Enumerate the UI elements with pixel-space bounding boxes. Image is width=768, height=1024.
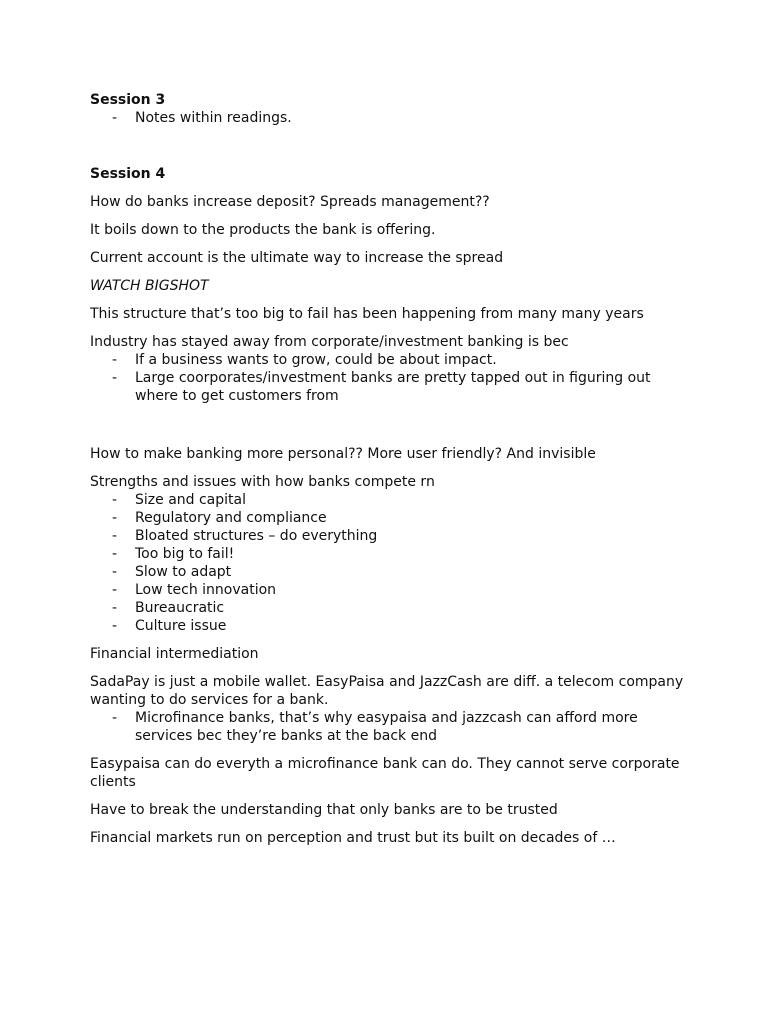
dash-bullet: - — [112, 600, 118, 616]
session-3-list — [90, 109, 690, 127]
list-item: - Regulatory and compliance — [112, 510, 327, 526]
paragraph-italic: WATCH BIGSHOT — [90, 278, 209, 294]
dash-bullet: - — [112, 110, 118, 126]
list-item: - Large coorporates/investment banks are pretty tapped out in figuring out where to get customers from — [112, 370, 651, 404]
list-item: - Size and capital — [112, 492, 246, 508]
strengths-issues-list — [90, 491, 690, 635]
list-item: - Microfinance banks, that’s why easypaisa and jazzcash can afford more services bec they’re banks at the back end — [112, 710, 638, 744]
dash-bullet: - — [112, 582, 118, 598]
dash-bullet: - — [112, 618, 118, 634]
list-item: - Too big to fail! — [112, 546, 235, 562]
paragraph: SadaPay is just a mobile wallet. EasyPaisa and JazzCash are diff. a telecom company wanting to do services for a bank. — [90, 674, 684, 708]
dash-bullet: - — [112, 710, 118, 726]
paragraph: Strengths and issues with how banks compete rn — [90, 474, 435, 490]
industry-reasons-list — [90, 351, 690, 405]
dash-bullet: - — [112, 492, 118, 508]
dash-bullet: - — [112, 564, 118, 580]
paragraph: Have to break the understanding that only banks are to be trusted — [90, 802, 558, 818]
dash-bullet: - — [112, 510, 118, 526]
dash-bullet: - — [112, 546, 118, 562]
paragraph: How do banks increase deposit? Spreads management?? — [90, 194, 490, 210]
list-item: - Bloated structures – do everything — [112, 528, 378, 544]
dash-bullet: - — [112, 528, 118, 544]
list-item: - Notes within readings. — [112, 110, 292, 126]
list-item: - Slow to adapt — [112, 564, 232, 580]
paragraph: Industry has stayed away from corporate/investment banking is bec — [90, 334, 569, 350]
dash-bullet: - — [112, 370, 118, 386]
paragraph: It boils down to the products the bank is offering. — [90, 222, 436, 238]
paragraph: How to make banking more personal?? More user friendly? And invisible — [90, 446, 596, 462]
microfinance-list — [90, 709, 690, 745]
list-item: - Culture issue — [112, 618, 227, 634]
list-item: - Low tech innovation — [112, 582, 277, 598]
session-3-heading: Session 3 — [90, 92, 166, 108]
list-item: - Bureaucratic — [112, 600, 225, 616]
document-page — [90, 91, 690, 847]
session-4-heading: Session 4 — [90, 166, 166, 182]
list-item: - If a business wants to grow, could be about impact. — [112, 352, 497, 368]
paragraph: Financial intermediation — [90, 646, 259, 662]
paragraph: Financial markets run on perception and trust but its built on decades of … — [90, 830, 616, 846]
paragraph: Current account is the ultimate way to increase the spread — [90, 250, 504, 266]
paragraph: Easypaisa can do everyth a microfinance bank can do. They cannot serve corporate clients — [90, 756, 680, 790]
paragraph: This structure that’s too big to fail has been happening from many many years — [90, 306, 644, 322]
dash-bullet: - — [112, 352, 118, 368]
